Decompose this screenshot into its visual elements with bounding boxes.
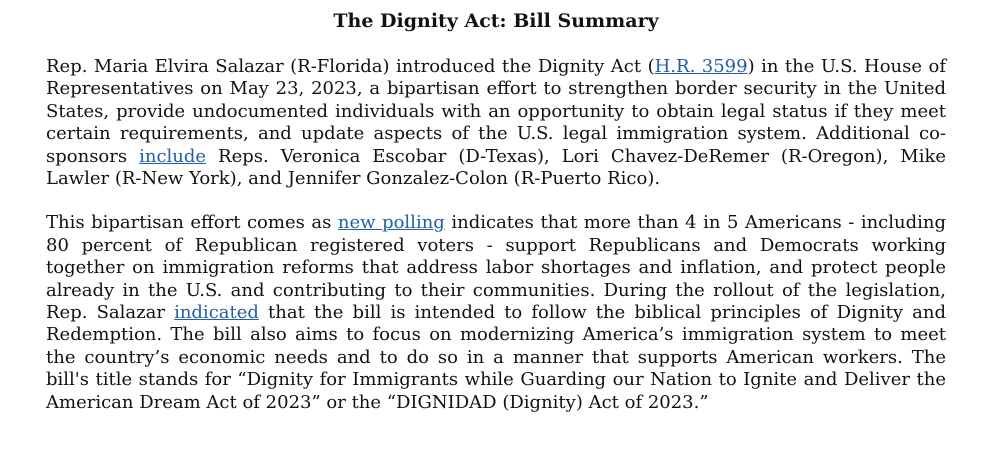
paragraph-introduction	[46, 56, 946, 190]
paragraph-1-text-3: Reps. Veronica Escobar (D-Texas), Lori Chavez-DeRemer (R-Oregon), Mike Lawler (R-New York), and Jennifer Gonzalez-Colon (R-Puerto Rico).	[46, 145, 947, 190]
document-title: The Dignity Act: Bill Summary	[333, 10, 659, 32]
indicated-link[interactable]: indicated	[174, 302, 259, 324]
paragraph-2-text-3: that the bill is intended to follow the biblical principles of Dignity and Redemption. The bill also aims to focus on modernizing America’s immigration system to meet the country’s economic needs and to do so in a manner that supports American workers. The bill's title stands for “Dignity for Immigrants while Guarding our Nation to Ignite and Deliver the American Dream Act of 2023” or the “DIGNIDAD (Dignity) Act of 2023.”	[46, 302, 947, 413]
new-polling-link[interactable]: new polling	[337, 212, 445, 234]
include-link[interactable]: include	[139, 145, 207, 167]
paragraph-2-text-1: This bipartisan effort comes as	[46, 212, 338, 234]
paragraph-polling	[46, 212, 946, 414]
paragraph-1-text-1: Rep. Maria Elvira Salazar (R-Florida) introduced the Dignity Act (	[46, 56, 655, 77]
document	[46, 8, 946, 414]
hr-3599-link[interactable]: H.R. 3599	[654, 56, 748, 77]
paragraph-2-text-2: indicates that more than 4 in 5 Americans - including 80 percent of Republican registered voters - support Republicans and Democrats working together on immigration reforms that address labor shortages and inflation, and protect people already in the U.S. and contributing to their communities. During the rollout of the legislation, Rep. Salazar	[46, 212, 947, 324]
paragraph-1-text-2: ) in the U.S. House of Representatives on May 23, 2023, a bipartisan effort to strengthen border security in the United States, provide undocumented individuals with an opportunity to obtain legal status if they meet certain requirements, and update aspects of the U.S. legal immigration system. Additional co-sponsors	[46, 56, 947, 167]
